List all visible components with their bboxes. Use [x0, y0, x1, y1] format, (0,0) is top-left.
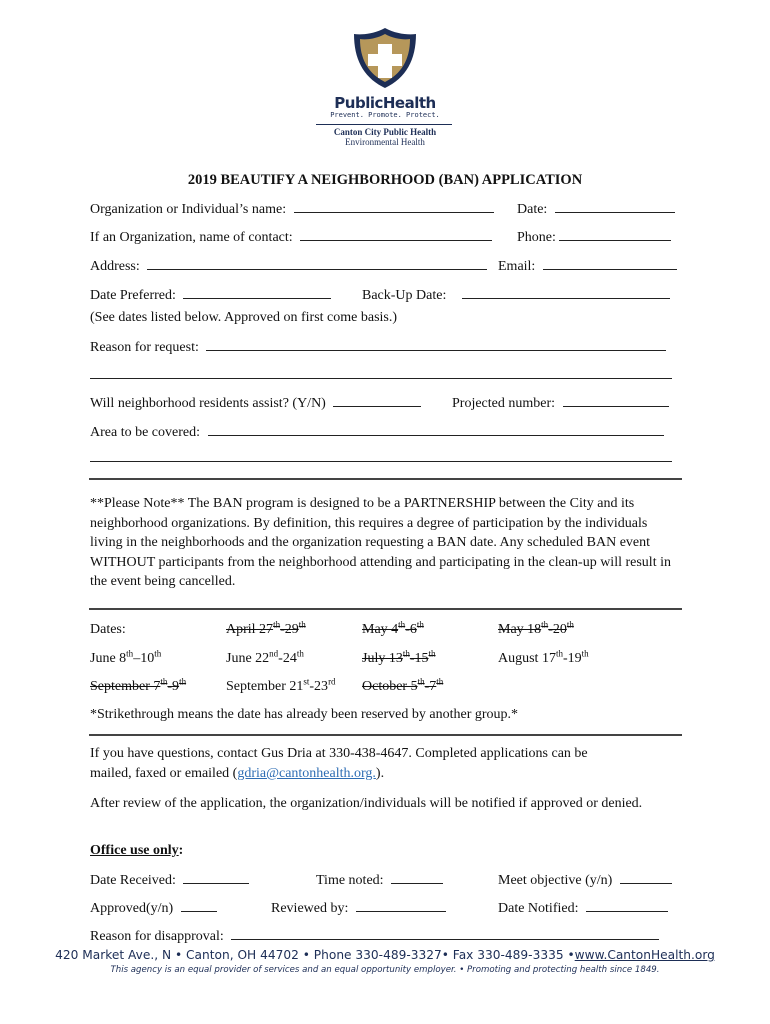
footer-tagline: This agency is an equal provider of services and an equal opportunity employer. • Promoting and protecting health since 1849. [110, 965, 660, 975]
org-name-label: Organization or Individual’s name: [90, 202, 287, 217]
date-received-label: Date Received: [90, 873, 176, 888]
divider-1 [89, 478, 682, 480]
org-line2: Environmental Health [345, 137, 425, 147]
date-received-field[interactable] [183, 871, 249, 884]
date-preferred-field[interactable] [183, 286, 331, 299]
reason-disapproval-field[interactable] [231, 927, 659, 940]
reason-field-line2[interactable] [90, 378, 672, 379]
date-oct-5: October 5th-7th [362, 676, 444, 694]
divider-3 [89, 734, 682, 736]
contact-label: If an Organization, name of contact: [90, 230, 293, 245]
brand-name: PublicHealth [334, 94, 436, 112]
website-link[interactable]: www.CantonHealth.org [574, 948, 715, 962]
assist-label: Will neighborhood residents assist? (Y/N) [90, 396, 326, 411]
email-link[interactable]: gdria@cantonhealth.org. [237, 766, 376, 781]
logo-divider [316, 124, 452, 125]
date-sep-7: September 7th-9th [90, 676, 187, 694]
date-jun-22: June 22nd-24th [226, 648, 304, 666]
dates-note: (See dates listed below. Approved on first come basis.) [90, 310, 398, 325]
dates-label: Dates: [90, 622, 126, 637]
phone-label: Phone: [517, 230, 556, 245]
date-sep-21: September 21st-23rd [226, 676, 336, 694]
approved-label: Approved(y/n) [90, 901, 174, 916]
date-may-18: May 18th-20th [498, 619, 574, 637]
phone-field[interactable] [559, 228, 671, 241]
address-field[interactable] [147, 257, 487, 270]
area-field-line2[interactable] [90, 461, 672, 462]
contact-line1: If you have questions, contact Gus Dria at 330-438-4647. Completed applications can be [90, 746, 588, 761]
page-title: 2019 BEAUTIFY A NEIGHBORHOOD (BAN) APPLICATION [187, 172, 583, 188]
meet-objective-field[interactable] [620, 871, 672, 884]
meet-objective-label: Meet objective (y/n) [498, 873, 613, 888]
email-field[interactable] [543, 257, 677, 270]
date-may-4: May 4th-6th [362, 619, 424, 637]
backup-date-label: Back-Up Date: [362, 288, 447, 303]
date-notified-label: Date Notified: [498, 901, 579, 916]
org-line1: Canton City Public Health [333, 127, 437, 137]
reviewed-by-field[interactable] [356, 899, 446, 912]
projected-label: Projected number: [452, 396, 556, 411]
date-jul-13: July 13th-15th [362, 648, 436, 666]
backup-date-field[interactable] [462, 286, 670, 299]
shield-icon [352, 26, 418, 90]
brand-tagline: Prevent. Promote. Protect. [330, 111, 440, 119]
org-name-field[interactable] [294, 200, 494, 213]
area-field[interactable] [208, 423, 664, 436]
date-preferred-label: Date Preferred: [90, 288, 176, 303]
email-label: Email: [498, 259, 536, 274]
reviewed-by-label: Reviewed by: [271, 901, 349, 916]
date-field[interactable] [555, 200, 675, 213]
projected-field[interactable] [563, 394, 669, 407]
date-apr-27: April 27th-29th [226, 619, 306, 637]
reason-disapproval-label: Reason for disapproval: [90, 929, 224, 944]
area-label: Area to be covered: [90, 425, 200, 440]
assist-field[interactable] [333, 394, 421, 407]
date-label: Date: [517, 202, 548, 217]
partnership-note: **Please Note** The BAN program is designed to be a PARTNERSHIP between the City and its neighborhood organizations. By definition, this requires a degree of participation by the individuals living in the neighborhoods and the organization requesting a BAN date. Any scheduled BAN event WITHOUT participants from the neighborhood attending and participating in the clean-up will result in the event being cancelled. [90, 496, 671, 589]
office-use-heading: Office use only: [90, 843, 184, 858]
date-jun-8: June 8th–10th [90, 648, 162, 666]
footer-address: 420 Market Ave., N • Canton, OH 44702 • Phone 330-489-3327• Fax 330-489-3335 •www.CantonHealth.org [55, 948, 715, 962]
date-aug-17: August 17th-19th [498, 648, 589, 666]
contact-field[interactable] [300, 228, 492, 241]
contact-line2: mailed, faxed or emailed (gdria@cantonhealth.org.). [90, 766, 385, 781]
reason-label: Reason for request: [90, 340, 199, 355]
time-noted-label: Time noted: [316, 873, 384, 888]
time-noted-field[interactable] [391, 871, 443, 884]
approved-field[interactable] [181, 899, 217, 912]
address-label: Address: [90, 259, 140, 274]
strikethrough-footnote: *Strikethrough means the date has already been reserved by another group.* [90, 707, 519, 722]
reason-field[interactable] [206, 338, 666, 351]
divider-2 [89, 608, 682, 610]
date-notified-field[interactable] [586, 899, 668, 912]
review-note: After review of the application, the organization/individuals will be notified if approved or denied. [90, 796, 643, 811]
